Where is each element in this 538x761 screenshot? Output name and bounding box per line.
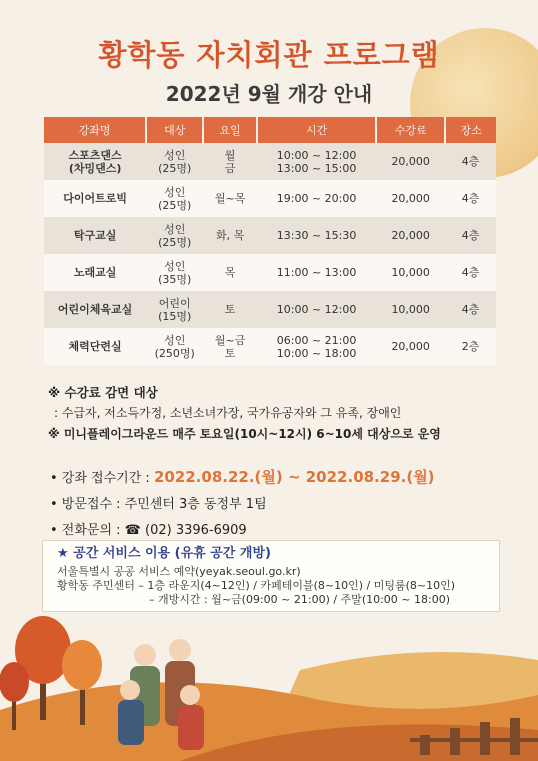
header-cell: 요일 bbox=[203, 117, 257, 143]
fee-cell: 20,000 bbox=[376, 143, 445, 180]
service-line-1: 서울특별시 공공 서비스 예약(yeyak.seoul.go.kr) bbox=[57, 565, 301, 578]
reception-label: • 강좌 접수기간 : bbox=[50, 471, 154, 486]
autumn-family-illustration bbox=[0, 600, 538, 761]
place-cell: 4층 bbox=[445, 254, 496, 291]
table-row bbox=[44, 254, 496, 291]
table-row bbox=[44, 143, 496, 180]
discount-heading: ※ 수강료 감면 대상 bbox=[48, 385, 158, 400]
header-cell: 수강료 bbox=[376, 117, 445, 143]
course-name: 어린이체육교실 bbox=[44, 291, 146, 328]
table-header-row bbox=[44, 117, 496, 143]
header-cell: 대상 bbox=[146, 117, 203, 143]
time-cell: 13:30 ~ 15:30 bbox=[257, 217, 376, 254]
place-cell: 4층 bbox=[445, 217, 496, 254]
course-name: 탁구교실 bbox=[44, 217, 146, 254]
target-cell: 어린이 (15명) bbox=[146, 291, 203, 328]
course-name: 노래교실 bbox=[44, 254, 146, 291]
header-cell: 강좌명 bbox=[44, 117, 146, 143]
table-row bbox=[44, 328, 496, 365]
fee-cell: 20,000 bbox=[376, 328, 445, 365]
target-cell: 성인 (35명) bbox=[146, 254, 203, 291]
reception-dates: 2022.08.22.(월) ~ 2022.08.29.(월) bbox=[153, 468, 435, 486]
days-cell: 화, 목 bbox=[203, 217, 257, 254]
course-name: 체력단련실 bbox=[44, 328, 146, 365]
target-cell: 성인 (25명) bbox=[146, 143, 203, 180]
time-cell: 06:00 ~ 21:00 10:00 ~ 18:00 bbox=[257, 328, 376, 365]
place-cell: 4층 bbox=[445, 143, 496, 180]
target-cell: 성인 (250명) bbox=[146, 328, 203, 365]
days-cell: 월 금 bbox=[203, 143, 257, 180]
days-cell: 토 bbox=[203, 291, 257, 328]
place-cell: 4층 bbox=[445, 291, 496, 328]
table-row bbox=[44, 291, 496, 328]
service-line-3: – 개방시간 : 월~금(09:00 ~ 21:00) / 주말(10:00 ~ 18:00) bbox=[149, 593, 451, 606]
miniplay-note: ※ 미니플레이그라운드 매주 토요일(10시~12시) 6~10세 대상으로 운영 bbox=[48, 427, 441, 441]
days-cell: 월~목 bbox=[203, 180, 257, 217]
phone-info: • 전화문의 : ☎ (02) 3396-6909 bbox=[50, 523, 247, 538]
page-title: 황학동 자치회관 프로그램 bbox=[98, 38, 440, 72]
service-title: ★ 공간 서비스 이용 (유휴 공간 개방) bbox=[57, 546, 271, 561]
place-cell: 2층 bbox=[445, 328, 496, 365]
header-cell: 장소 bbox=[445, 117, 496, 143]
fee-cell: 10,000 bbox=[376, 254, 445, 291]
discount-body: : 수급자, 저소득가정, 소년소녀가장, 국가유공자와 그 유족, 장애인 bbox=[54, 406, 402, 420]
time-cell: 19:00 ~ 20:00 bbox=[257, 180, 376, 217]
fee-cell: 20,000 bbox=[376, 180, 445, 217]
header-cell: 시간 bbox=[257, 117, 376, 143]
time-cell: 10:00 ~ 12:00 bbox=[257, 291, 376, 328]
course-name: 스포츠댄스 (차밍댄스) bbox=[44, 143, 146, 180]
fee-cell: 20,000 bbox=[376, 217, 445, 254]
target-cell: 성인 (25명) bbox=[146, 217, 203, 254]
target-cell: 성인 (25명) bbox=[146, 180, 203, 217]
time-cell: 10:00 ~ 12:00 13:00 ~ 15:00 bbox=[257, 143, 376, 180]
program-table bbox=[44, 117, 496, 365]
time-cell: 11:00 ~ 13:00 bbox=[257, 254, 376, 291]
days-cell: 월~금 토 bbox=[203, 328, 257, 365]
visit-info: • 방문접수 : 주민센터 3층 동정부 1팀 bbox=[50, 497, 267, 512]
table-row bbox=[44, 217, 496, 254]
course-name: 다이어트로빅 bbox=[44, 180, 146, 217]
service-line-2: 황학동 주민센터 – 1층 라운지(4~12인) / 카페테이블(8~10인) / 미팅룸(8~10인) bbox=[57, 579, 456, 592]
reception-period bbox=[50, 464, 435, 492]
days-cell: 목 bbox=[203, 254, 257, 291]
page-subtitle: 2022년 9월 개강 안내 bbox=[165, 82, 373, 106]
fee-cell: 10,000 bbox=[376, 291, 445, 328]
info-section bbox=[50, 464, 435, 544]
table-row bbox=[44, 180, 496, 217]
notes-section bbox=[48, 382, 441, 445]
place-cell: 4층 bbox=[445, 180, 496, 217]
